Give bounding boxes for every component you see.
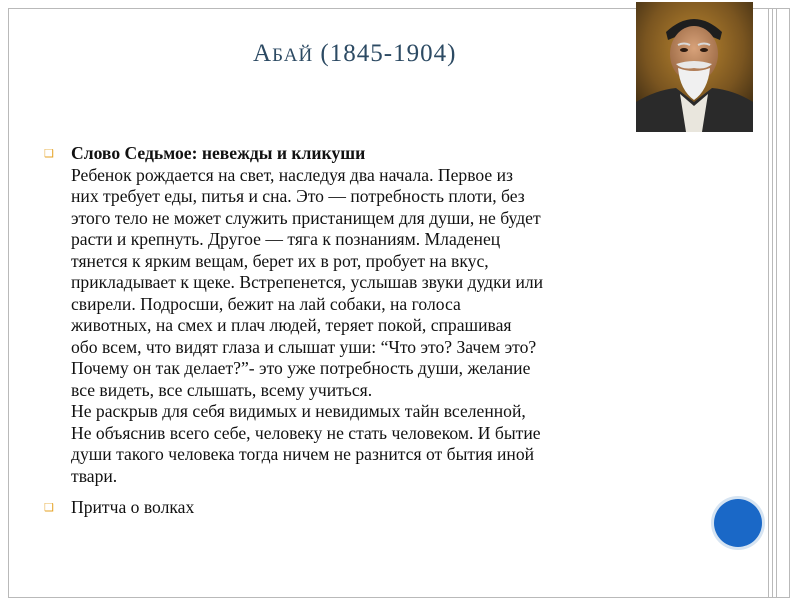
text-line: расти и крепнуть. Другое — тяга к познаниям. Младенец (71, 229, 501, 249)
text-line: Почему он так делает?”- это уже потребность души, желание (71, 358, 531, 378)
text-line: этого тело не может служить пристанищем для души, не будет (71, 207, 541, 228)
text-line: тянется к ярким вещам, берет их в рот, пробует на вкус, (71, 250, 489, 271)
decorative-rule (776, 8, 777, 598)
slide-body (44, 143, 694, 519)
text-line: твари. (71, 465, 118, 486)
text-line: свирели. Подросши, бежит на лай собаки, на голоса (71, 293, 461, 314)
text-line: них требует еды, питья и сна. Это — потребность плоти, без (71, 186, 525, 206)
decorative-rule (772, 8, 773, 598)
text-line: Притча о волках (71, 497, 195, 517)
bullet-icon: ❑ (44, 502, 54, 514)
text-line: все видеть, все слышать, всему учиться. (71, 379, 373, 400)
text-line: Не раскрыв для себя видимых и невидимых тайн вселенной, (71, 401, 526, 421)
bullet-item (44, 497, 694, 519)
bullet-icon: ❑ (44, 148, 54, 160)
text-line: животных, на смех и плач людей, теряет покой, спрашивая (71, 315, 512, 335)
slide-title: АБАЙ (1845-1904) (253, 40, 457, 67)
portrait-illustration (636, 2, 753, 132)
item-heading: Слово Седьмое: невежды и кликуши (71, 143, 366, 163)
bullet-item (44, 143, 694, 487)
decorative-circle (714, 499, 762, 547)
text-line: обо всем, что видят глаза и слышат уши: “Что это? Зачем это? (71, 336, 537, 357)
text-line: души такого человека тогда ничем не разнится от бытия иной (71, 444, 535, 464)
portrait-image (636, 2, 753, 132)
text-line: Ребенок рождается на свет, наследуя два начала. Первое из (71, 164, 513, 185)
text-line: Не объяснив всего себе, человеку не стать человеком. И бытие (71, 422, 541, 443)
decorative-rule (768, 8, 769, 598)
text-line: прикладывает к щеке. Встрепенется, услышав звуки дудки или (71, 272, 544, 292)
